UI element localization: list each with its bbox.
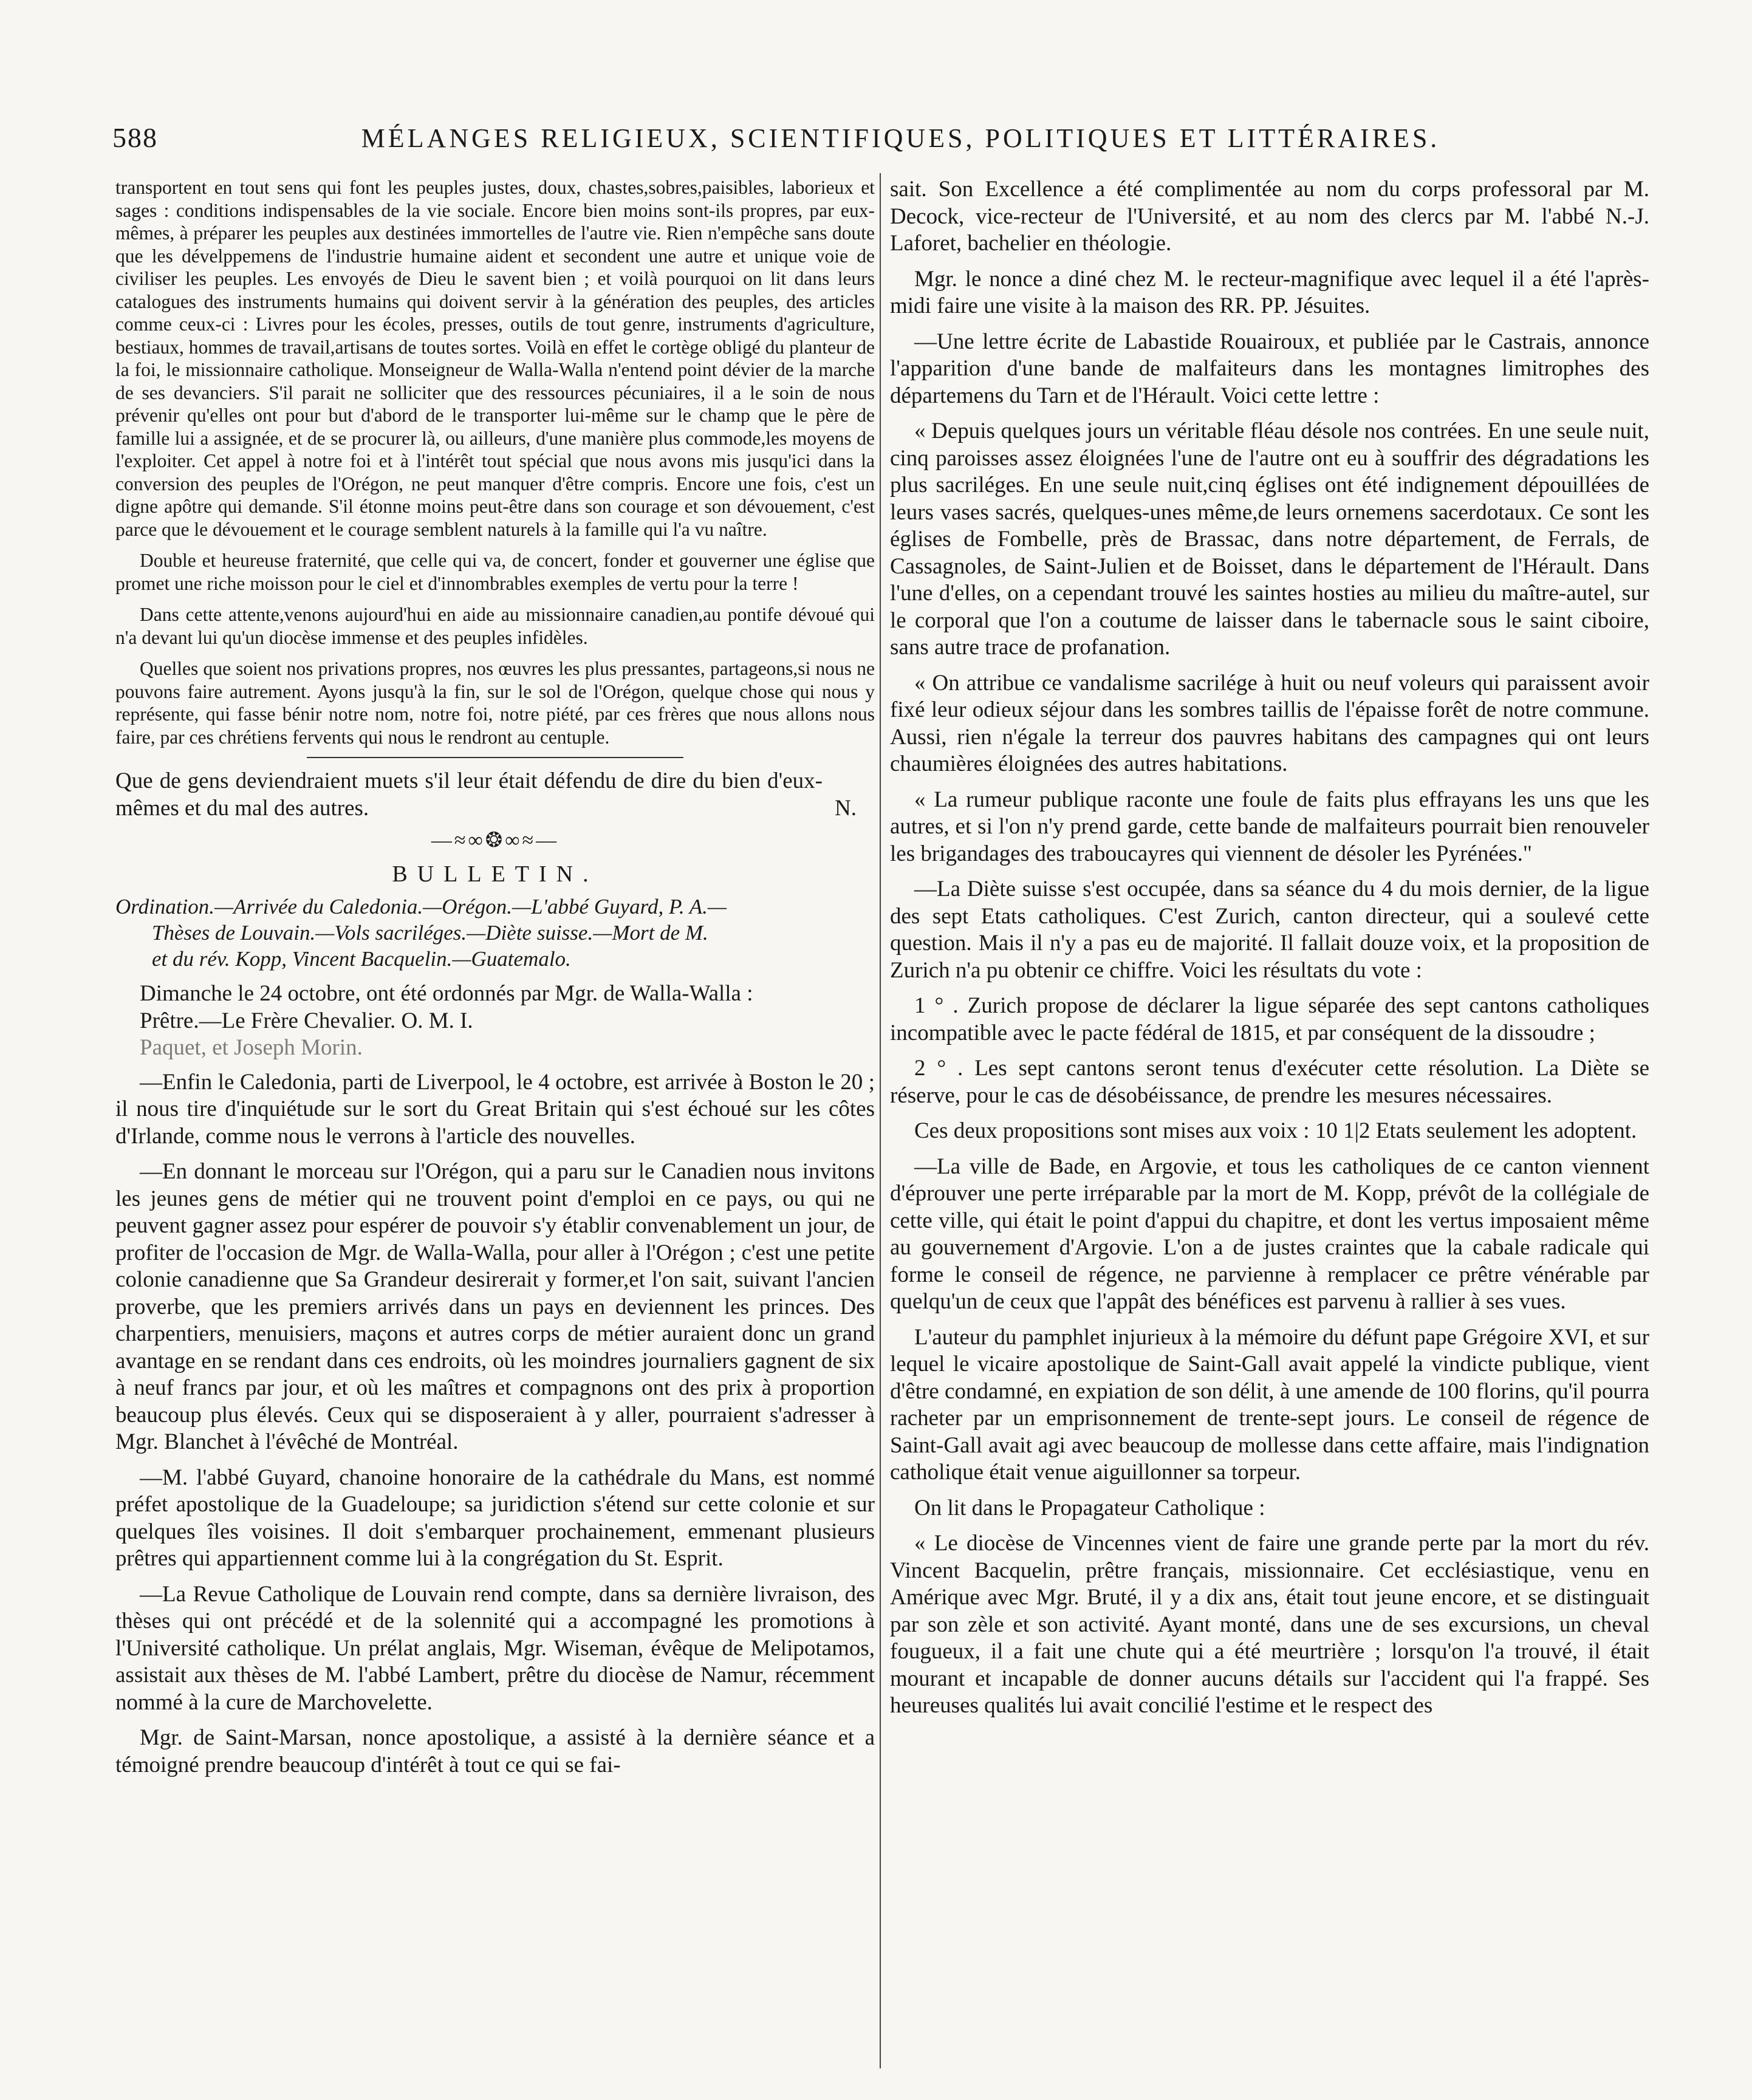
news-paragraph: 2 ° . Les sept cantons seront tenus d'exécuter cette résolution. La Diète se réserve, pour le cas de désobéissance, de prendre les mesures nécessaires. [890, 1056, 1649, 1108]
maxim [115, 768, 875, 822]
news-paragraph: « Le diocèse de Vincennes vient de faire une grande perte par la mort du rév. Vincent Bacquelin, prêtre français, missionnaire. Cet ecclésiastique, venu en Amérique avec Mgr. Bruté, il y a dix ans, était tout jeune encore, et se distinguait par son zèle et son activité. Ayant monté, dans une de ses excursions, un cheval fougueux, il a fait une chute qui a été meurtrière ; lorsqu'on l'a trouvé, il était mourant et incapable de donner aucuns détails sur l'accident qui l'a frappé. Ses heureuses qualités lui avait concilié l'estime et le respect des [890, 1531, 1649, 1718]
maxim-signature: N. [835, 795, 857, 821]
bulletin-title: BULLETIN. [392, 861, 598, 887]
news-paragraph: L'auteur du pamphlet injurieux à la mémoire du défunt pape Grégoire XVI, et sur lequel le vicaire apostolique de Saint-Gall avait appelé la vindicte publique, vient d'être condamné, en expiation de son délit, à une amende de 100 florins, qu'il pourra racheter par un emprisonnement de trente-sept jours. Le conseil de régence de Saint-Gall avait agi avec beaucoup de mollesse dans cette affaire, mais l'indignation catholique était venue aiguillonner sa torpeur. [890, 1324, 1649, 1485]
article-paragraph: Quelles que soient nos privations propres, nos œuvres les plus pressantes, partageons,si nous ne pouvons faire autrement. Ayons jusqu'à la fin, sur le sol de l'Orégon, quelque chose qui nous y représente, qui fasse bénir notre nom, notre foi, notre piété, par ces frères que nous allons nous faire, par ces chrétiens fervents qui nous le rendront au centuple. [115, 658, 875, 748]
journal-title: MÉLANGES RELIGIEUX, SCIENTIFIQUES, POLITIQUES ET LITTÉRAIRES. [361, 123, 1440, 153]
news-paragraph: —Enfin le Caledonia, parti de Liverpool, le 4 octobre, est arrivée à Boston le 20 ; il nous tire d'inquiétude sur le sort du Great Britain qui s'est échoué sur les côtes d'Irlande, comme nous le verrons à l'article des nouvelles. [115, 1069, 875, 1149]
news-paragraph: Ces deux propositions sont mises aux voix : 10 1|2 Etats seulement les adoptent. [914, 1118, 1637, 1143]
left-column [115, 176, 875, 2071]
news-paragraph: —Une lettre écrite de Labastide Rouairoux, et publiée par le Castrais, annonce l'apparition d'une bande de malfaiteurs dans les montagnes limitrophes des départemens du Tarn et de l'Hérault. Voici cette lettre : [890, 329, 1649, 408]
news-paragraph: —M. l'abbé Guyard, chanoine honoraire de la cathédrale du Mans, est nommé préfet apostolique de la Guadeloupe; sa juridiction s'étend sur cette colonie et sur quelques îles voisines. Il doit s'embarquer prochainement, emmenant plusieurs prêtres qui appartiennent comme lui à la congrégation du St. Esprit. [115, 1465, 875, 1571]
news-paragraph: —En donnant le morceau sur l'Orégon, qui a paru sur le Canadien nous invitons les jeunes gens de métier qui ne trouvent point d'emploi en ce pays, ou qui ne peuvent gagner assez pour espérer de pouvoir s'y établir convenablement un jour, de profiter de l'occasion de Mgr. de Walla-Walla, pour aller à l'Orégon ; c'est une petite colonie canadienne que Sa Grandeur desirerait y former,et l'on sait, suivant l'ancien proverbe, que les premiers arrivés dans un pays en deviennent les princes. Des charpentiers, menuisiers, maçons et autres corps de métier auraient donc un grand avantage en se rendant dans ces endroits, où les moindres journaliers gagnent de six à neuf francs par jour, et où les maîtres et compagnons ont des prix à proportion beaucoup plus élevés. Ceux qui se disposeraient à y aller, pourraient s'adresser à Mgr. Blanchet à l'évêché de Montréal. [115, 1159, 875, 1454]
column-rule [880, 173, 881, 2068]
summary-line: Thèses de Louvain.—Vols sacriléges.—Diète suisse.—Mort de M. [152, 921, 708, 945]
news-paragraph: Mgr. de Saint-Marsan, nonce apostolique, a assisté à la dernière séance et a témoigné prendre beaucoup d'intérêt à tout ce qui se fai- [115, 1725, 875, 1777]
news-paragraph: Mgr. le nonce a diné chez M. le recteur-magnifique avec lequel il a été l'après-midi faire une visite à la maison des RR. PP. Jésuites. [890, 266, 1649, 318]
news-paragraph: « On attribue ce vandalisme sacrilége à huit ou neuf voleurs qui paraissent avoir fixé leur odieux séjour dans les sombres taillis de l'épaisse forêt de notre commune. Aussi, rien n'égale la terreur dos pauvres habitans des campagnes qui ont leurs chaumières éloignées des autres habitations. [890, 670, 1649, 776]
ornament-divider: —≈∞❂∞≈— [431, 829, 559, 852]
article-paragraph: Double et heureuse fraternité, que celle qui va, de concert, fonder et gouverner une église que promet une riche moisson pour le ciel et d'innombrables exemples de vertu pour la terre ! [115, 550, 875, 594]
news-paragraph: « Depuis quelques jours un véritable fléau désole nos contrées. En une seule nuit, cinq paroisses assez éloignées l'une de l'autre ont eu à souffrir des dégradations les plus sacriléges. En une seule nuit,cinq églises ont été indignement dépouillées de leurs vases sacrés, quelques-unes même,de leurs ornemens sacerdotaux. Ce sont les églises de Fombelle, près de Brassac, dans notre département, de Ferrals, de Cassagnoles, de Saint-Julien et de Boisset, dans le département de l'Hérault. Dans l'une d'elles, on a cependant trouvé les saintes hosties au milieu du maître-autel, sur le corporal que l'on a coutume de laisser dans le tabernacle sous le saint ciboire, sans autre trace de profanation. [890, 419, 1649, 660]
ordination-line: Prêtre.—Le Frère Chevalier. O. M. I. [140, 1008, 473, 1033]
article-paragraph: transportent en tout sens qui font les peuples justes, doux, chastes,sobres,paisibles, laborieux et sages : conditions indispensables de la vie sociale. Encore bien moins sont-ils propres, par eux-mêmes, à préparer les peuples aux destinées immortelles de l'autre vie. Rien n'empêche sans doute que les dévelppemens de l'industrie humaine aident et secondent une autre et unique voie de civiliser les peuples. Les envoyés de Dieu le savent bien ; et voilà pourquoi on lit dans leurs catalogues des instruments humains qui doivent servir à la génération des peuples, des articles comme ceux-ci : Livres pour les écoles, presses, outils de tout genre, instruments d'agriculture, bestiaux, hommes de travail,artisans de toutes sortes. Voilà en effet le cortège obligé du planteur de la foi, le missionnaire catholique. Monseigneur de Walla-Walla n'entend point dévier de la marche de ses devanciers. S'il parait ne solliciter que des ressources pécuniaires, il a le soin de nous prévenir qu'elles ont pour but d'abord de le transporter lui-même sur le champ que le père de famille lui a assignée, et de se procurer là, ou ailleurs, d'une manière plus commode,les moyens de l'exploiter. Cet appel à notre foi et à l'intérêt tout spécial que nous avons mis jusqu'ici dans la conversion des peuples de l'Orégon, ne peut manquer d'être compris. Encore une fois, c'est un digne apôtre qui demande. S'il étonne moins peut-être dans son courage et son dévouement, c'est parce que le dévouement et le courage semblent naturels à la famille qui l'a vu naître. [115, 177, 875, 540]
section-divider [307, 757, 683, 758]
news-paragraph: —La Diète suisse s'est occupée, dans sa séance du 4 du mois dernier, de la ligue des sept Etats catholiques. C'est Zurich, canton directeur, qui a soulevé cette question. Mais il n'y a pas eu de majorité. Il fallait douze voix, et la proposition de Zurich n'a pu obtenir ce chiffre. Voici les résultats du vote : [890, 877, 1649, 983]
news-paragraph: 1 ° . Zurich propose de déclarer la ligue séparée des sept cantons catholiques incompatible avec le pacte fédéral de 1815, et par conséquent de la dissoudre ; [890, 993, 1649, 1045]
ordination-line: Paquet, et Joseph Morin. [140, 1035, 363, 1060]
news-paragraph: On lit dans le Propagateur Catholique : [914, 1495, 1265, 1520]
summary-line: et du rév. Kopp, Vincent Bacquelin.—Guatemalo. [152, 947, 571, 971]
news-paragraph: sait. Son Excellence a été complimentée au nom du corps professoral par M. Decock, vice-recteur de l'Université, et au nom des clercs par M. l'abbé N.-J. Laforet, bachelier en théologie. [890, 177, 1649, 256]
ordination-notice [115, 980, 875, 1062]
news-paragraph: —La Revue Catholique de Louvain rend compte, dans sa dernière livraison, des thèses qui ont précédé et de la solennité qui a accompagné les promotions à l'Université catholique. Un prélat anglais, Mgr. Wiseman, évêque de Melipotamos, assistait aux thèses de M. l'abbé Lambert, prêtre du diocèse de Namur, récemment nommé à la cure de Marchovelette. [115, 1581, 875, 1715]
running-head [112, 121, 1643, 158]
news-paragraph: —La ville de Bade, en Argovie, et tous les catholiques de ce canton viennent d'éprouver une perte irréparable par la mort de M. Kopp, prévôt de la collégiale de cette ville, qui était le point d'appui du chapitre, et dont les vertus imposaient même au gouvernement d'Argovie. L'on a de justes craintes que la cabale radicale qui forme le conseil de régence, ne parvienne à remplacer ce prêtre vénérable par quelqu'un de ceux que l'appât des bénéfices est parvenu à rallier à ses vues. [890, 1154, 1649, 1314]
ordination-line: Dimanche le 24 octobre, ont été ordonnés par Mgr. de Walla-Walla : [140, 981, 753, 1006]
news-paragraph: « La rumeur publique raconte une foule de faits plus effrayans les uns que les autres, et si l'on n'y prend garde, cette bande de malfaiteurs pourrait bien renouveler les brigandages des traboucayres qui viennent de désoler les Pyrénées." [890, 787, 1649, 866]
maxim-text: Que de gens deviendraient muets s'il leur était défendu de dire du bien d'eux-mêmes et du mal des autres. [115, 768, 823, 821]
page-number: 588 [112, 122, 158, 153]
summary-line: Ordination.—Arrivée du Caledonia.—Orégon.—L'abbé Guyard, P. A.— [115, 895, 727, 918]
right-column [890, 176, 1649, 2071]
article-paragraph: Dans cette attente,venons aujourd'hui en aide au missionnaire canadien,au pontife dévoué qui n'a devant lui qu'un diocèse immense et des peuples infidèles. [115, 604, 875, 648]
bulletin-summary [115, 894, 875, 972]
